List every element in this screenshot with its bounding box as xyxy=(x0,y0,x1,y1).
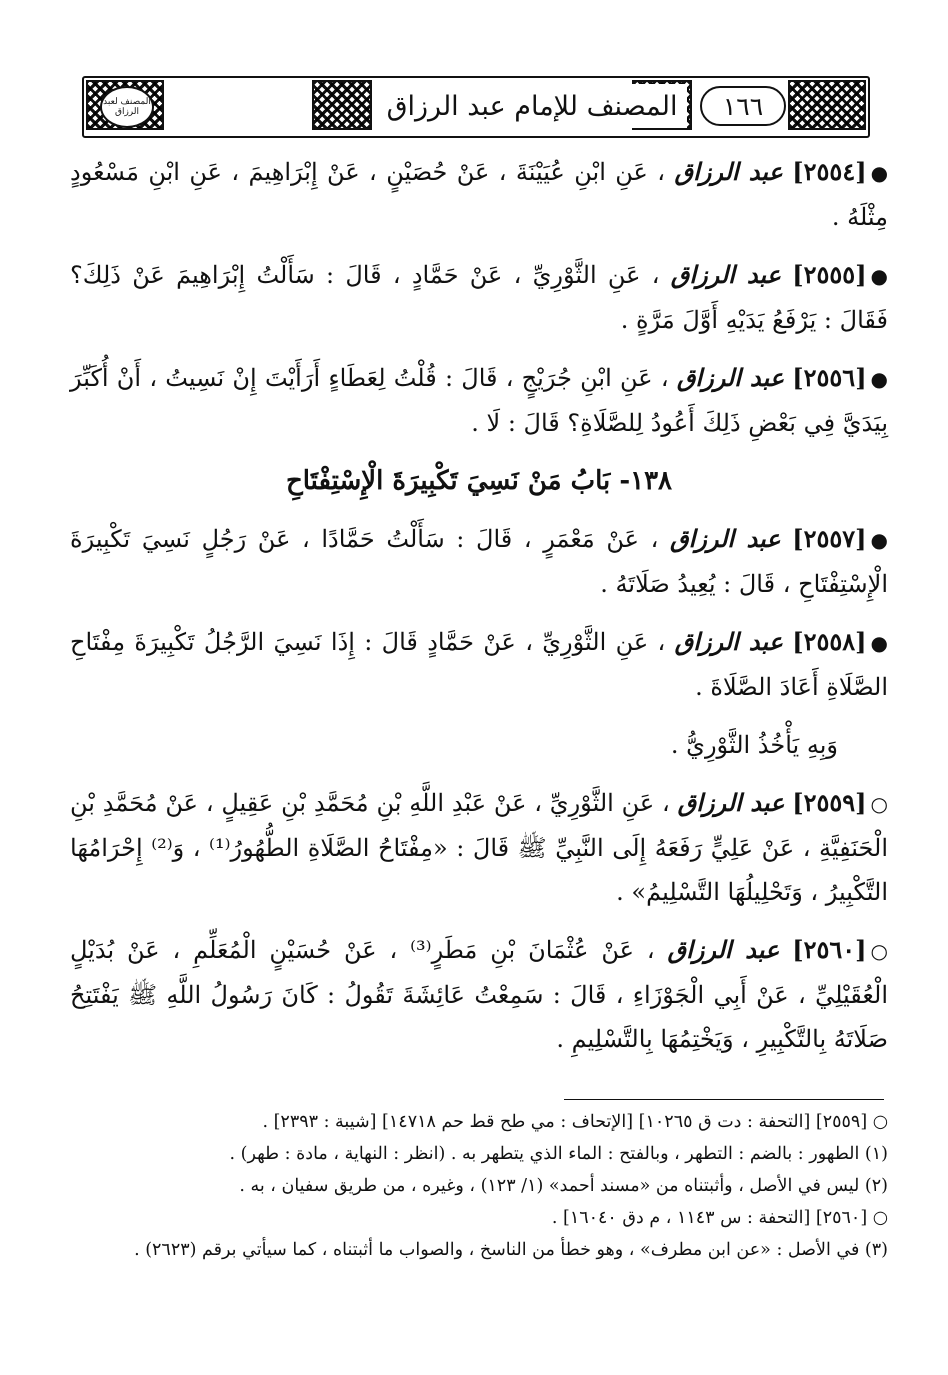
hadith-2558 xyxy=(70,620,888,709)
hadith-number: [٢٥٥٦] xyxy=(792,363,867,392)
author-name: عبد الرزاق xyxy=(667,935,780,964)
running-title: المصنف للإمام عبد الرزاق xyxy=(377,84,687,128)
author-name: عبد الرزاق xyxy=(676,363,785,392)
bullet-marker: ● xyxy=(870,631,888,655)
ornament-right xyxy=(788,80,866,130)
circle-marker: ○ xyxy=(870,792,888,816)
footnote-takhrij-2559: ○ [٢٥٥٩] [التحفة : دت ق ١٠٢٦٥] [الإتحاف : مي طح قط حم ١٤٧١٨] [شيبة : ٢٣٩٣] . xyxy=(262,1112,888,1132)
footnote-takhrij-2560: ○ [٢٥٦٠] [التحفة : س ١١٤٣ ، م دق ١٦٠٤٠] . xyxy=(551,1208,888,1228)
page-number: ١٦٦ xyxy=(700,86,786,126)
hadith-number: [٢٥٥٩] xyxy=(792,788,867,817)
hadith-2559 xyxy=(70,781,888,914)
main-text xyxy=(70,150,888,1075)
footnotes xyxy=(70,1106,888,1266)
hadith-2554 xyxy=(70,150,888,239)
footnote-divider xyxy=(564,1099,884,1100)
hadith-text: ، عَنْ مَعْمَرٍ ، قَالَ : سَأَلْتُ حَمَّادًا ، عَنْ رَجُلٍ نَسِيَ تَكْبِيرَةَ الْإِسْتِفْتَاحِ ، قَالَ : يُعِيدُ صَلَاتَهُ . xyxy=(70,525,888,598)
chapter-heading: ١٣٨- بَابُ مَنْ نَسِيَ تَكْبِيرَةَ الْإِسْتِفْتَاحِ xyxy=(285,466,673,496)
footnote-2: (٢) ليس في الأصل ، وأثبتناه من «مسند أحمد» (١/ ١٢٣) ، وغيره ، من طريق سفيان ، به . xyxy=(239,1176,888,1196)
author-name: عبد الرزاق xyxy=(674,627,783,656)
page-header xyxy=(82,76,870,138)
bullet-marker: ● xyxy=(870,367,888,391)
hadith-number: [٢٥٥٧] xyxy=(792,524,867,553)
author-name: عبد الرزاق xyxy=(674,157,783,186)
hadith-2557 xyxy=(70,517,888,606)
hadith-text: ، عَنِ الثَّوْرِيِّ ، عَنْ حَمَّادٍ ، قَالَ : سَأَلْتُ إِبْرَاهِيمَ عَنْ ذَلِكَ؟ فَقَالَ : يَرْفَعُ يَدَيْهِ أَوَّلَ مَرَّةٍ . xyxy=(70,261,888,334)
hadith-text: ، عَنِ الثَّوْرِيِّ ، عَنْ عَبْدِ اللَّهِ بْنِ مُحَمَّدِ بْنِ عَقِيلٍ ، عَنْ مُحَمَّدِ بْنِ الْحَنَفِيَّةِ ، عَنْ عَلِيٍّ رَفَعَهُ إِلَى النَّبِيِّ ﷺ قَالَ : «مِفْتَاحُ الصَّلَاةِ الطُّهُورُ⁽¹⁾ ، وَ⁽²⁾ إِحْرَامُهَا التَّكْبِيرُ ، وَتَحْلِيلُهَا التَّسْلِيمُ» . xyxy=(70,789,889,906)
footnote-1: (١) الطهور : بالضم : التطهر ، وبالفتح : الماء الذي يتطهر به . (انظر : النهاية ، مادة : طهر) . xyxy=(229,1144,888,1164)
hadith-text: ، عَنْ عُثْمَانَ بْنِ مَطَرٍ⁽³⁾ ، عَنْ حُسَيْنٍ الْمُعَلِّمِ ، عَنْ بُدَيْلٍ الْعُقَيْلِيِّ ، عَنْ أَبِي الْجَوْزَاءِ ، قَالَ : سَمِعْتُ عَائِشَةَ تَقُولُ : كَانَ رَسُولُ اللَّهِ ﷺ يَفْتَتِحُ صَلَاتَهُ بِالتَّكْبِيرِ ، وَيَخْتِمُهَا بِالتَّسْلِيمِ . xyxy=(70,936,888,1053)
hadith-text: ، عَنِ الثَّوْرِيِّ ، عَنْ حَمَّادٍ قَالَ : إِذَا نَسِيَ الرَّجُلُ تَكْبِيرَةَ مِفْتَاحِ الصَّلَاةِ أَعَادَ الصَّلَاةَ . xyxy=(70,628,888,701)
book-seal-logo: المصنف لعبد الرزاق xyxy=(100,86,154,128)
circle-marker: ○ xyxy=(870,939,888,963)
hadith-number: [٢٥٥٨] xyxy=(792,627,867,656)
bullet-marker: ● xyxy=(870,161,889,185)
commentary-line: وَبِهِ يَأْخُذُ الثَّوْرِيُّ . xyxy=(670,731,838,759)
author-name: عبد الرزاق xyxy=(677,788,785,817)
author-name: عبد الرزاق xyxy=(670,524,781,553)
bullet-marker: ● xyxy=(870,528,888,552)
hadith-number: [٢٥٥٤] xyxy=(792,157,867,186)
hadith-number: [٢٥٦٠] xyxy=(792,935,867,964)
hadith-2560 xyxy=(70,928,888,1061)
bullet-marker: ● xyxy=(870,264,888,288)
hadith-2555 xyxy=(70,253,888,342)
author-name: عبد الرزاق xyxy=(670,260,781,289)
hadith-text: ، عَنِ ابْنِ جُرَيْجٍ ، قَالَ : قُلْتُ لِعَطَاءٍ أَرَأَيْتَ إِنْ نَسِيتُ ، أَنْ أُكَبِّرَ بِيَدَيَّ فِي بَعْضِ ذَلِكَ أَعُودُ لِلصَّلَاةِ؟ قَالَ : لَا . xyxy=(70,364,888,437)
ornament-left-inner xyxy=(312,80,372,130)
footnote-3: (٣) في الأصل : «عن ابن مطرف» ، وهو خطأ من الناسخ ، والصواب ما أثبتناه ، كما سيأتي برقم (٢٦٢٣) . xyxy=(134,1240,888,1260)
hadith-number: [٢٥٥٥] xyxy=(792,260,867,289)
hadith-text: ، عَنِ ابْنِ عُيَيْنَةَ ، عَنْ حُصَيْنٍ ، عَنْ إِبْرَاهِيمَ ، عَنِ ابْنِ مَسْعُودٍ مِثْلَهُ . xyxy=(70,158,888,231)
hadith-2556 xyxy=(70,356,888,445)
